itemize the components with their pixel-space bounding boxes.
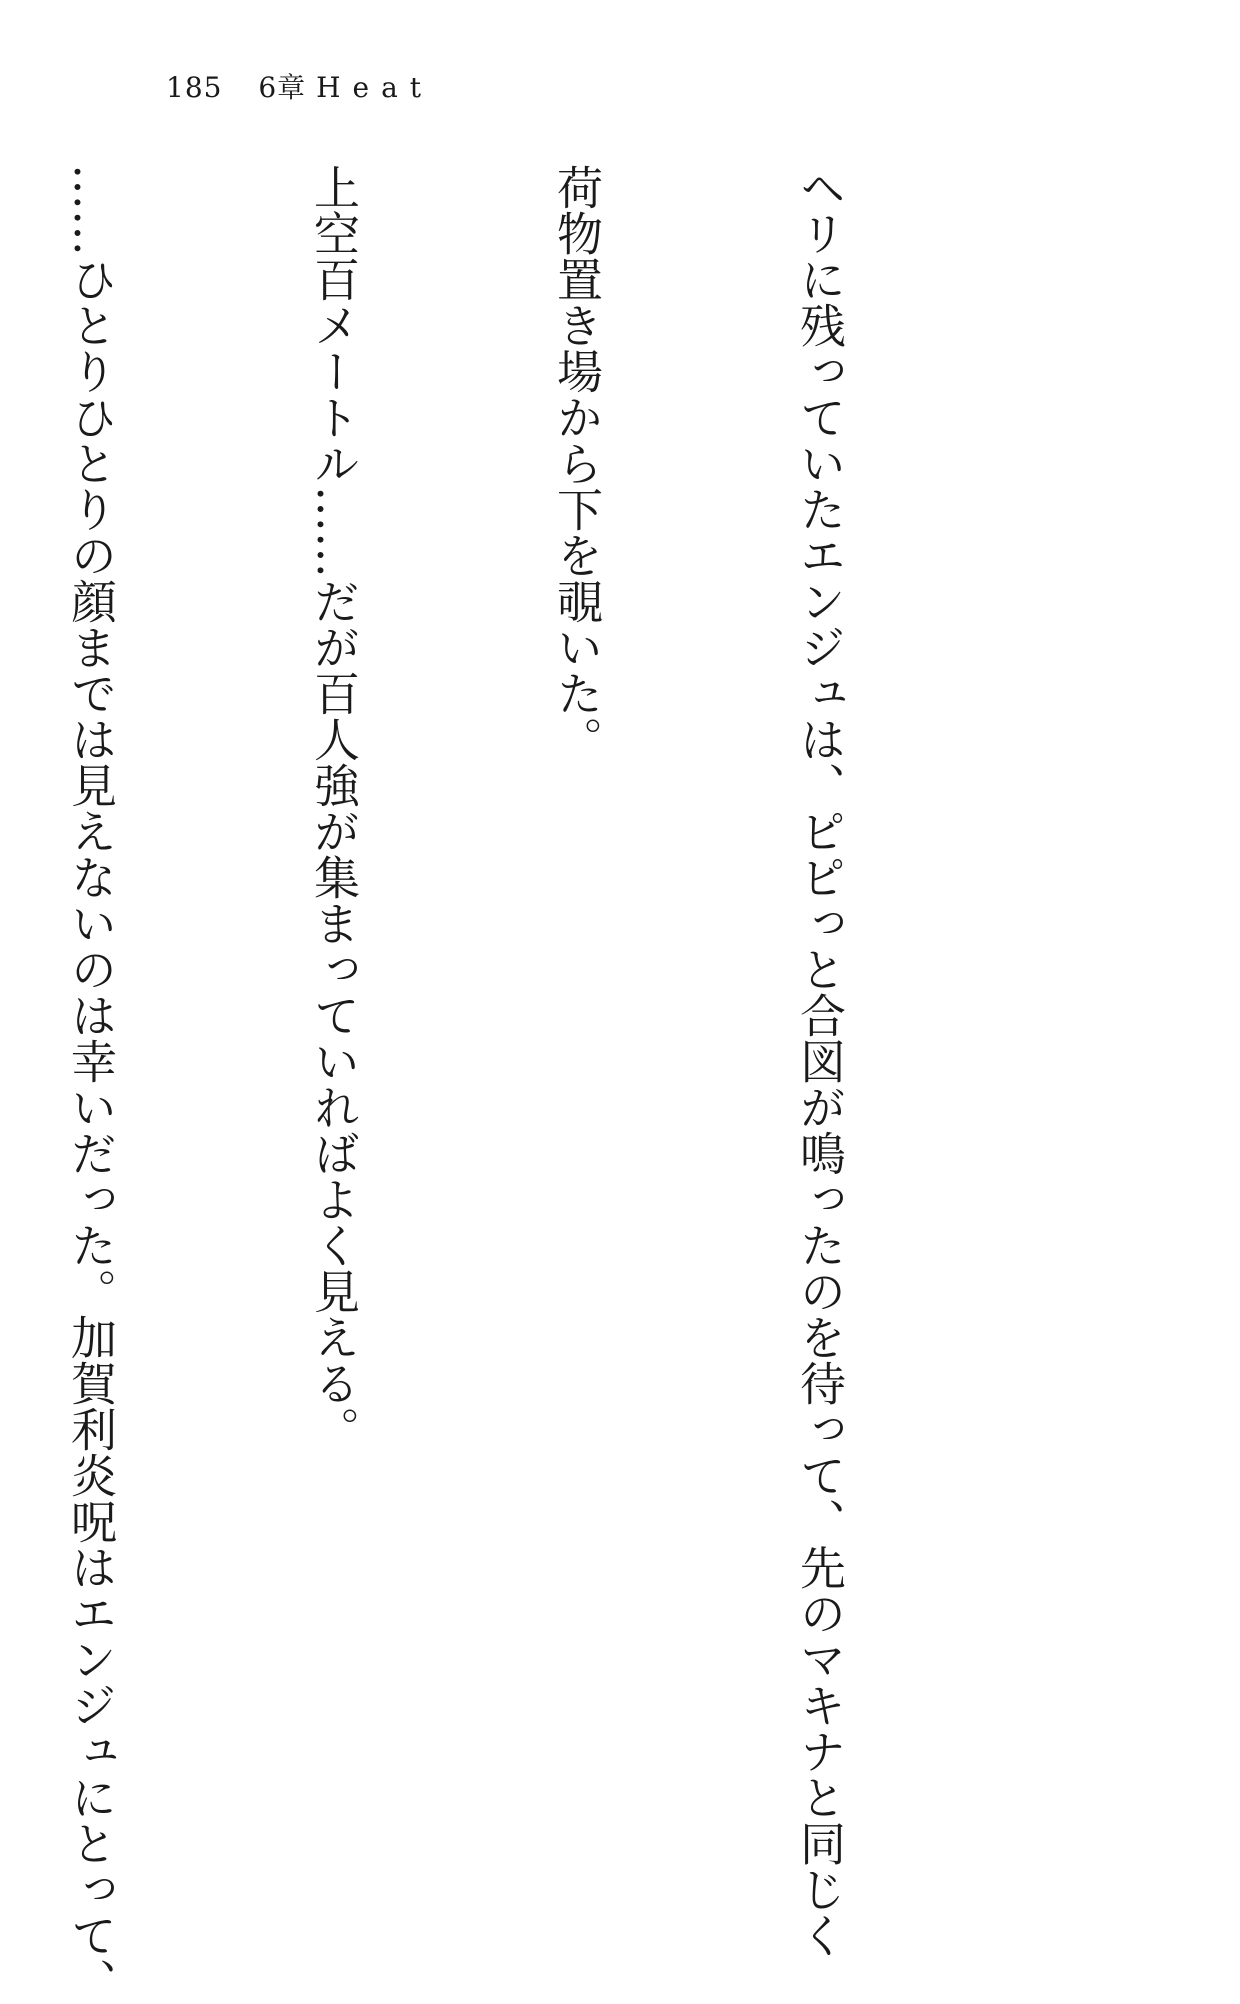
text-line: 上空百メートル……だが百人強が集まっていればよく見える。 (307, 164, 361, 1452)
chapter-title: Heat (316, 71, 434, 104)
page-number: 185 (166, 71, 223, 104)
text-line: 荷物置き場から下を覗いた。 (550, 164, 604, 762)
page-header (166, 66, 433, 106)
chapter-label: 6章 (258, 71, 307, 104)
text-line: ……ひとりひとりの顔までは見えないのは幸いだった。加賀利炎呪はエンジュにとって、 (64, 164, 118, 2004)
body-text (0, 164, 1022, 2004)
text-line: ヘリに残っていたエンジュは、ピピっと合図が鳴ったのを待って、先のマキナと同じく (793, 164, 847, 1958)
